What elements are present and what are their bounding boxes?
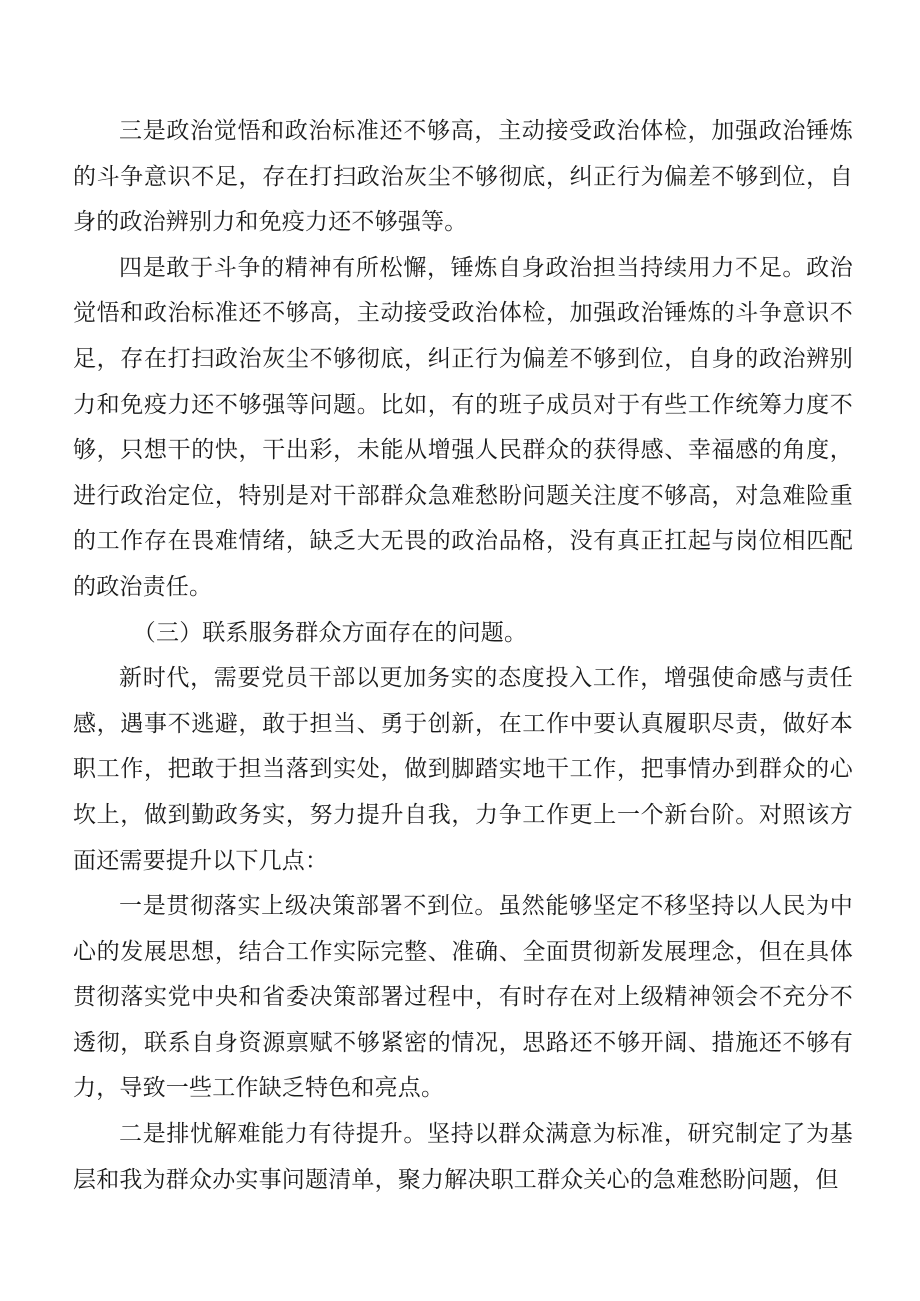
paragraph-point-two: 二是排忧解难能力有待提升。坚持以群众满意为标准，研究制定了为基层和我为群众办实事问题清单，聚力解决职工群众关心的急难愁盼问题，但	[73, 1121, 853, 1193]
paragraph-new-era: 新时代，需要党员干部以更加务实的态度投入工作，增强使命感与责任感，遇事不逃避，敢于担当、勇于创新，在工作中要认真履职尽责，做好本职工作，把敢于担当落到实处，做到脚踏实地干工作，把事情办到群众的心坎上，做到勤政务实，努力提升自我，力争工作更上一个新台阶。对照该方面还需要提升以下几点：	[73, 665, 853, 874]
paragraph-point-four: 四是敢于斗争的精神有所松懈，锤炼自身政治担当持续用力不足。政治觉悟和政治标准还不够高，主动接受政治体检，加强政治锤炼的斗争意识不足，存在打扫政治灰尘不够彻底，纠正行为偏差不够到位，自身的政治辨别力和免疫力还不够强等问题。比如，有的班子成员对于有些工作统筹力度不够，只想干的快，干出彩，未能从增强人民群众的获得感、幸福感的角度，进行政治定位，特别是对干部群众急难愁盼问题关注度不够高，对急难险重的工作存在畏难情绪，缺乏大无畏的政治品格，没有真正扛起与岗位相匹配的政治责任。	[73, 254, 853, 600]
document-body	[73, 109, 853, 1203]
paragraph-point-three: 三是政治觉悟和政治标准还不够高，主动接受政治体检，加强政治锤炼的斗争意识不足，存在打扫政治灰尘不够彻底，纠正行为偏差不够到位，自身的政治辨别力和免疫力还不够强等。	[73, 118, 853, 236]
paragraph-point-one: 一是贯彻落实上级决策部署不到位。虽然能够坚定不移坚持以人民为中心的发展思想，结合工作实际完整、准确、全面贯彻新发展理念，但在具体贯彻落实党中央和省委决策部署过程中，有时存在对上级精神领会不充分不透彻，联系自身资源禀赋不够紧密的情况，思路还不够开阔、措施还不够有力，导致一些工作缺乏特色和亮点。	[73, 893, 853, 1102]
section-heading: （三）联系服务群众方面存在的问题。	[132, 619, 528, 646]
